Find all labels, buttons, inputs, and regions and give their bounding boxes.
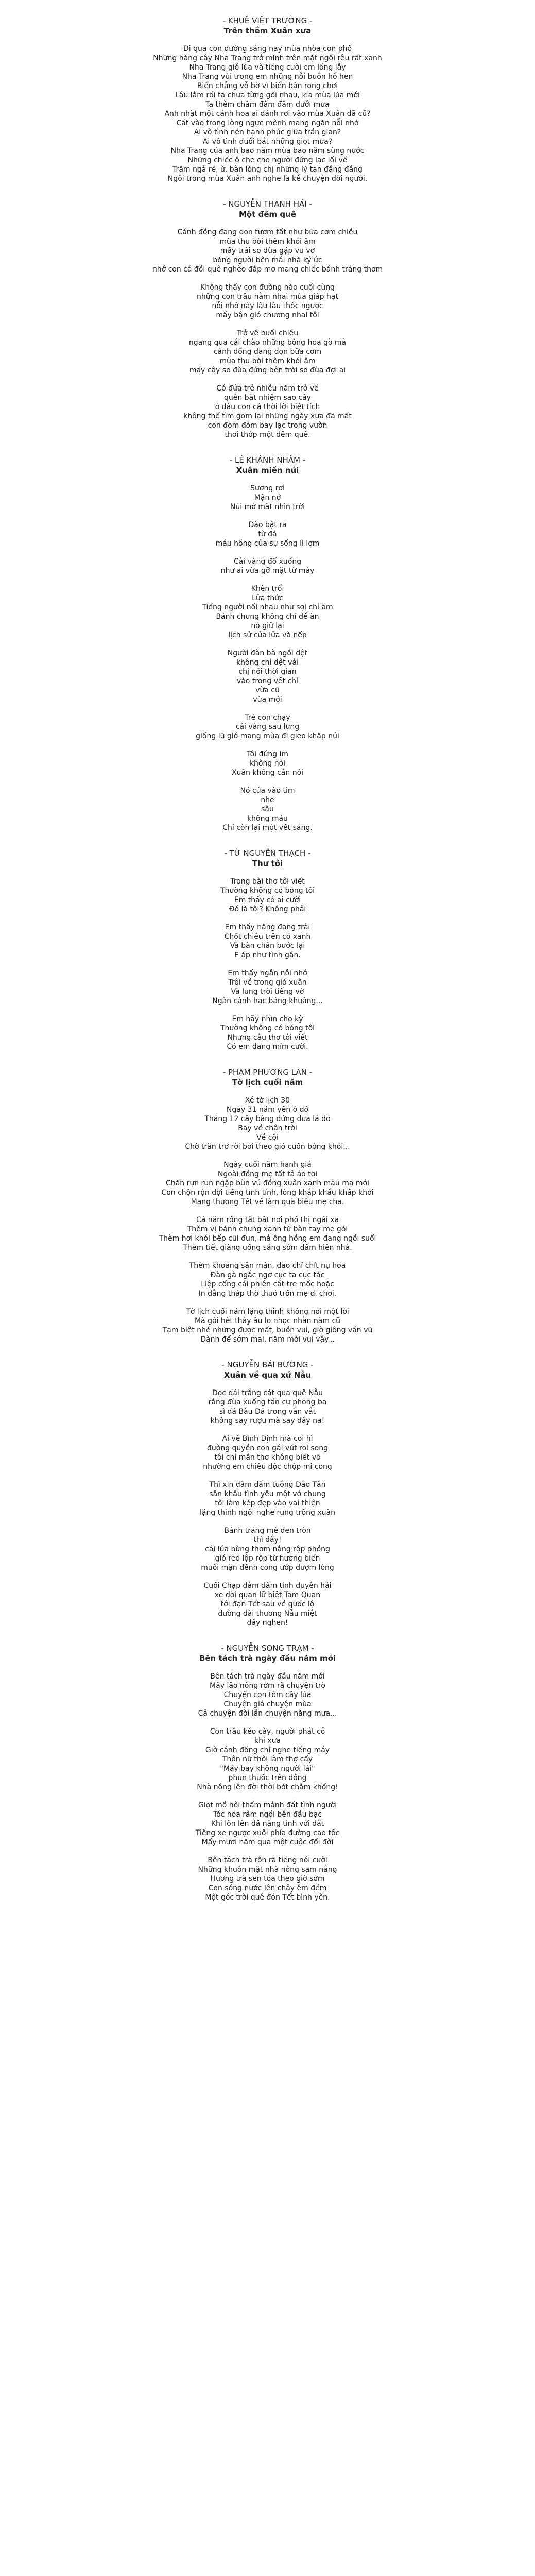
poem-stanza (88, 1856, 448, 1902)
poem-line: Nha Trang của anh bao năm mùa bao năm sùng nước (170, 147, 365, 155)
poem-line: mùa thu bời thêm khói âm (219, 357, 316, 365)
poem-line: Thèm hơi khói bếp cũi đun, mả ông hồng em đang ngồi suối (159, 1234, 376, 1243)
poem-stanza (88, 329, 448, 375)
poem-line: Ngồi trong mùa Xuân anh nghe là kể chuyện đời người. (167, 175, 368, 183)
poem-line: Tôi đứng im (246, 750, 289, 758)
poem-stanza (88, 969, 448, 1006)
poem-stanza (88, 1014, 448, 1052)
poem-stanza (88, 1434, 448, 1471)
poem-line: mùa thu bời thêm khói âm (219, 238, 316, 246)
poem-line: lịch sử của lửa và nếp (228, 631, 307, 639)
poem-line: như ai vừa gỡ mặt từ mây (220, 567, 315, 575)
poem-line: vừa cũ (255, 686, 280, 694)
poem-line: Khi lòn lên đã nặng tình với đất (211, 1820, 324, 1828)
poem-line: Hương trà sen tỏa theo giờ sớm (210, 1875, 325, 1883)
poem-line: Ta thèm chăm đắm đắm dưới mưa (205, 100, 330, 109)
poem-line: Những hàng cây Nha Trang trở mình trên mặt ngồi rêu rất xanh (153, 54, 382, 62)
poem-line: ở đâu con cá thời lời biệt tích (215, 403, 320, 411)
poem-line: Em thấy ngẫn nỗi nhớ (228, 969, 307, 977)
poem-line: Trở về buổi chiều (236, 329, 299, 337)
poem-line: Chuyện con tôm cây lúa (223, 1691, 312, 1699)
poem-line: Ngày 31 năm yên ở đó (226, 1106, 309, 1114)
poem-line: mấy cây so đùa đứng bên trời so đùa đợi ai (189, 366, 346, 375)
poem-line: Tờ lịch cuối năm lặng thinh không nói một lời (186, 1308, 349, 1316)
poem-line: máu hồng của sự sống lì lợm (215, 539, 320, 548)
poem-line: sì đá Bàu Đá trong vắn vắt (219, 1408, 316, 1416)
poem-line: không say rượu mà say đầy na! (210, 1417, 325, 1425)
poem-stanza (88, 1388, 448, 1426)
poem-line: từ đá (258, 530, 277, 538)
poem-line: nhường em chiêu độc chộp mi cong (203, 1463, 332, 1471)
poem-stanza (88, 283, 448, 320)
poem-stanza (88, 1096, 448, 1151)
poem-line: tôi chỉ mần thơ không biết võ (214, 1453, 321, 1462)
poem-line: thơi thớp một đêm quê. (225, 431, 310, 439)
poem-line: Nha Trang gió lùa và tiếng cười em lồng lẫy (189, 63, 346, 72)
poem-line: Ai về Bình Định mà coi hì (222, 1435, 313, 1443)
poem-line: vào trong vết chỉ (237, 677, 298, 685)
poem-line: Nó cứa vào tim (240, 787, 295, 795)
poem-line: Con trâu kéo cày, người phát cỏ (210, 1727, 325, 1736)
poem-stanza (88, 1727, 448, 1792)
poem-line: bóng người bên mái nhà ký ức (213, 256, 322, 264)
poem-line: Cuối Chạp đâm đấm tính duyên hải (203, 1582, 332, 1590)
poem-stanza (88, 1581, 448, 1628)
poem-line: Đó là tôi? Không phải (229, 905, 306, 913)
poem-line: Mà gói hết thày âu lo nhọc nhằn năm cũ (194, 1317, 341, 1325)
poem-stanza (88, 923, 448, 960)
poem-line: đường dài thương Nẫu miệt (218, 1609, 317, 1618)
poem-line: không thể tìm gom lại những ngày xưa đã mất (183, 412, 352, 420)
poem-title: Một đêm quê (239, 210, 296, 219)
poem-title: Xuân miền núi (236, 466, 299, 475)
poem-list (88, 0, 448, 1902)
poem-line: khi xưa (254, 1737, 281, 1745)
poem-line: nhẹ (261, 796, 274, 804)
poem-author: - NGUYỄN SONG TRẠM - (221, 1643, 314, 1653)
poem-line: Mận nở (254, 494, 281, 502)
poem-stanza (88, 1261, 448, 1298)
poem-stanza (88, 1160, 448, 1207)
poem-line: Đào bật ra (248, 521, 287, 529)
poem-line: Có đứa trẻ nhiều năm trở về (216, 384, 319, 393)
poem-title: Tờ lịch cuối năm (232, 1078, 303, 1087)
poem-stanza (88, 713, 448, 741)
poem-line: Cải vàng đổ xuống (233, 557, 302, 566)
poem-line: tới đạn Tết sau về quốc lộ (220, 1600, 315, 1608)
poem-line: Cánh đồng đang dọn tươm tất như bữa cơm chiều (177, 228, 358, 236)
poem-stanza (88, 1801, 448, 1847)
poem-line: những con trâu nằm nhai mùa giáp hạt (197, 293, 338, 301)
poem-line: Thường không có bóng tôi (220, 1024, 315, 1032)
poem-line: Chỉ còn lại một vết sáng. (222, 824, 313, 832)
poem-line: Thôn nữ thôi làm thợ cấy (222, 1755, 313, 1764)
poem-line: thì đầy! (253, 1536, 282, 1544)
poem-line: "Máy bay không người lái" (220, 1765, 315, 1773)
poem-line: Lâu lắm rồi ta chưa từng gối nhau, kia mùa lúa mới (175, 91, 360, 99)
poem-title: Trên thềm Xuân xưa (223, 26, 312, 36)
poem-line: Trăm ngả rẽ, ừ, bàn lòng chị những lý tan đẳng đẳng (172, 165, 363, 174)
poem-line: Mang thương Tết về làm quà biếu mẹ cha. (191, 1198, 344, 1206)
poem-stanza (88, 1672, 448, 1718)
poem-line: Anh nhặt một cánh hoa ai đánh rơi vào mùa Xuân đã cũ? (164, 110, 371, 118)
poem-line: chị nối thời gian (238, 668, 297, 676)
poem-line: Dành để sớm mai, năm mới vui vậy... (200, 1335, 335, 1344)
poem-line: Cả chuyện đời lẫn chuyện năng mưa... (198, 1709, 337, 1718)
poem-author: - PHẠM PHƯƠNG LAN - (222, 1067, 313, 1077)
poem-stanza (88, 520, 448, 548)
poem-line: Những chiếc ô che cho người đứng lạc lối về (187, 156, 348, 164)
poem-line: Em hãy nhìn cho kỹ (232, 1015, 303, 1023)
poem-line: cánh đồng đang dọn bữa cơm (213, 348, 322, 356)
poem-line: Bánh chưng không chỉ để ăn (216, 613, 319, 621)
poem-line: Đàn gà ngắc ngơ cục ta cục tác (210, 1271, 325, 1279)
poem-line: không máu (247, 815, 288, 823)
poem-author: - LÊ KHÁNH NHÂM - (229, 455, 306, 465)
poem-line: Về cội (256, 1133, 279, 1142)
poem-line: Tiếng người nối nhau như sợi chỉ ấm (202, 603, 333, 612)
poem-line: nó giữ lại (251, 622, 284, 630)
poem-line: Và lung trời tiếng vờ (231, 988, 304, 996)
poem-line: Chuyện giá chuyện mùa (223, 1700, 312, 1708)
poem-stanza (88, 1526, 448, 1572)
poem-line: Dọc dải trắng cát qua quê Nẫu (212, 1389, 323, 1397)
poem-line: mấy bận gió chương nhai tôi (216, 311, 319, 319)
poem-line: giống lũ gió mang mùa đi gieo khắp núi (196, 732, 339, 740)
poem-line: Chốt chiều trên cỏ xanh (224, 933, 311, 941)
poem-line: vừa mới (253, 696, 282, 704)
poem-line: Và bàn chân bước lại (230, 942, 305, 950)
poem-line: Mấy mươi năm qua một cuộc đổi đời (201, 1838, 334, 1846)
poem-line: Trẻ con chạy (245, 714, 290, 722)
poem-line: lặng thinh ngồi nghe rung trống xuân (200, 1509, 335, 1517)
poem-stanza (88, 786, 448, 833)
poem (88, 199, 448, 439)
poem-line: Mây lão nồng rớm rã chuyện trò (210, 1682, 325, 1690)
poem-line: Núi mờ mặt nhìn trời (230, 503, 305, 511)
poem-line: Không thấy con đường nào cuối cùng (200, 283, 335, 292)
poem-line: phun thuốc trên đồng (228, 1774, 307, 1782)
poem-line: nhớ con cá đồi quê nghèo đắp mơ mang chiếc bánh tráng thơm (152, 265, 383, 274)
poem (88, 1643, 448, 1902)
poem-line: tôi làm kép đẹp vào vai thiện (215, 1499, 320, 1507)
poem-line: Trong bài thơ tôi viết (230, 877, 305, 886)
poem-line: đường quyền con gái vút roi song (207, 1444, 328, 1452)
poem-line: Thì xin đâm đấm tuồng Đào Tần (209, 1481, 326, 1489)
poem-line: gió reo lộp rộp từ hương biển (215, 1554, 320, 1563)
poem-line: không nói (249, 759, 286, 768)
poem-line: Tóc hoa râm ngồi bên đầu bạc (213, 1810, 322, 1819)
poem-line: Em thấy có ai cười (234, 896, 301, 904)
poem-line: Cả năm rồng tất bật nơi phố thị ngái xa (196, 1216, 339, 1224)
poem-line: quên bặt nhiệm sao cây (224, 394, 311, 402)
poem-line: Giờ cánh đồng chỉ nghe tiếng máy (205, 1746, 330, 1754)
poem-stanza (88, 750, 448, 777)
poem-line: Chăn rựn run ngập bùn vú đồng xuân xanh màu mạ mới (166, 1179, 369, 1188)
poem-line: Có em đang mỉm cười. (227, 1043, 308, 1051)
poem-line: Ai vô tình đuổi bắt những giọt mưa? (202, 138, 333, 146)
poem-line: Bên tách trà ngày đầu năm mới (210, 1672, 325, 1681)
poem-author: - NGUYỄN THANH HẢI - (223, 199, 312, 209)
poem-line: Biển chẳng vỗ bờ vì biển bận rong chơi (197, 82, 338, 90)
poem-line: xe đời quan lữ biệt Tam Quan (214, 1591, 321, 1599)
poem (88, 15, 448, 183)
poem-line: Tiếng xe ngược xuôi phía đường cao tốc (195, 1829, 340, 1837)
poem-author: - KHUÊ VIỆT TRƯỜNG - (222, 16, 313, 25)
poem-stanza (88, 1215, 448, 1252)
poem-stanza (88, 1307, 448, 1344)
poem-line: nỗi nhớ này lâu lâu thốc ngược (212, 302, 323, 310)
poem-line: không chỉ dệt vải (236, 658, 299, 667)
poem-line: Sương rơi (250, 484, 285, 493)
poem-line: Bánh tráng mè đen tròn (224, 1527, 311, 1535)
poem-line: rằng đùa xuống tần cự phong ba (208, 1398, 327, 1406)
poem-stanza (88, 228, 448, 274)
poem-line: Những khuôn mặt nhà nông sạm nắng (198, 1866, 337, 1874)
poem-line: Chờ trăn trở rời bời theo gió cuốn bông khói... (185, 1143, 350, 1151)
poem (88, 848, 448, 1052)
poem-line: Xuân không cần nói (231, 769, 304, 777)
poem-line: Một góc trời quê đón Tết bình yên. (205, 1893, 330, 1902)
poem-line: Cất vào trong lòng ngực mênh mang ngăn nỗi nhớ (176, 119, 359, 127)
poem-line: Nha Trang vùi trong em những nỗi buồn hồ hen (182, 73, 353, 81)
poem-line: Người đàn bà ngồi dệt (227, 649, 308, 657)
poem-line: Giọt mồ hôi thấm mảnh đất tình người (198, 1801, 337, 1809)
poem-title: Bên tách trà ngày đầu năm mới (199, 1654, 336, 1663)
poem-stanza (88, 484, 448, 512)
poem-line: sâu (261, 805, 274, 814)
poem-line: Tạm biệt nhé những được mất, buồn vui, giờ giông vần vũ (162, 1326, 373, 1334)
poem-stanza (88, 557, 448, 575)
poem-line: Ngoài đồng mẹ tất tả áo tơi (217, 1170, 318, 1178)
poem-line: mấy trái so đùa gặp vu vơ (220, 247, 315, 255)
poem-stanza (88, 649, 448, 704)
poem-line: Nhưng câu thơ tôi viết (227, 1033, 308, 1042)
poem-title: Thư tôi (252, 859, 283, 868)
poem-stanza (88, 877, 448, 914)
poem-line: cái vàng sau lưng (235, 723, 300, 731)
poem (88, 1360, 448, 1628)
poem-line: Ê áp như tình gần. (234, 951, 301, 959)
poem-line: In đẳng tháp thờ thuở trốn mẹ đi chơi. (198, 1290, 337, 1298)
poem-line: Thèm vị bánh chưng xanh từ bàn tay mẹ gói (187, 1225, 348, 1233)
poem-line: Bên tách trà rộn rã tiếng nói cười (208, 1856, 327, 1865)
poem-line: cái lúa bừng thơm nắng rộp phồng (205, 1545, 330, 1553)
poem-line: Xé tờ lịch 30 (245, 1096, 290, 1105)
poem-line: Con sóng nước lên chảy êm đềm (208, 1884, 327, 1892)
poem-stanza (88, 44, 448, 183)
poem-line: Thường không có bóng tôi (220, 887, 315, 895)
poem-line: Ngàn cánh hạc bảng khuâng... (212, 997, 323, 1005)
poem-author: - TỪ NGUYỄN THẠCH - (224, 849, 311, 858)
poem-title: Xuân về qua xứ Nẫu (223, 1370, 312, 1380)
poem-line: Khèn trổi (251, 585, 284, 593)
poem (88, 455, 448, 833)
poem-line: Thèm tiết giàng uống sáng sớm đầm hiên nhà. (183, 1244, 352, 1252)
poem-line: đầy nghen! (247, 1619, 288, 1627)
poem-stanza (88, 1480, 448, 1517)
poem-line: sân khấu tình yêu một vở chung (209, 1490, 326, 1498)
poem-line: Em thấy nắng đang trải (225, 923, 310, 931)
poem (88, 1067, 448, 1344)
poem-line: Tháng 12 cây bàng đứng đưa lá đỏ (204, 1115, 331, 1123)
poem-line: con đom đóm bay lạc trong vườn (208, 421, 327, 430)
poem-line: muối mặn đếnh cong ướp đượm lòng (201, 1564, 334, 1572)
poem-line: Con chộn rộn đợi tiếng tình tính, lòng khắp khẩu khấp khởi (161, 1189, 374, 1197)
poem-line: Liệp cổng cái phiên cất tre mốc hoặc (201, 1280, 334, 1289)
poem-author: - NGUYỄN BÁI BƯỜNG - (221, 1360, 314, 1369)
poem-stanza (88, 384, 448, 439)
poem-line: Bay về chân trời (238, 1124, 297, 1132)
poem-line: Lửa thức (252, 594, 283, 602)
poem-line: Đi qua con đường sáng nay mùa nhòa con phố (183, 45, 352, 53)
poem-stanza (88, 584, 448, 640)
poem-line: Ai vô tình nén hạnh phúc giữa trần gian? (194, 128, 341, 137)
poem-line: Ngày cuối năm hanh giá (223, 1161, 312, 1169)
poem-line: Nhà nông lên đời thời bớt chằm khổng! (197, 1783, 338, 1791)
poem-line: ngang qua cái chào những bông hoa gò mả (188, 338, 347, 347)
poem-line: Trôi về trong gió xuân (228, 978, 307, 987)
poem-line: Thèm khoảng sân mận, đào chỉ chít nụ hoa (189, 1262, 346, 1270)
